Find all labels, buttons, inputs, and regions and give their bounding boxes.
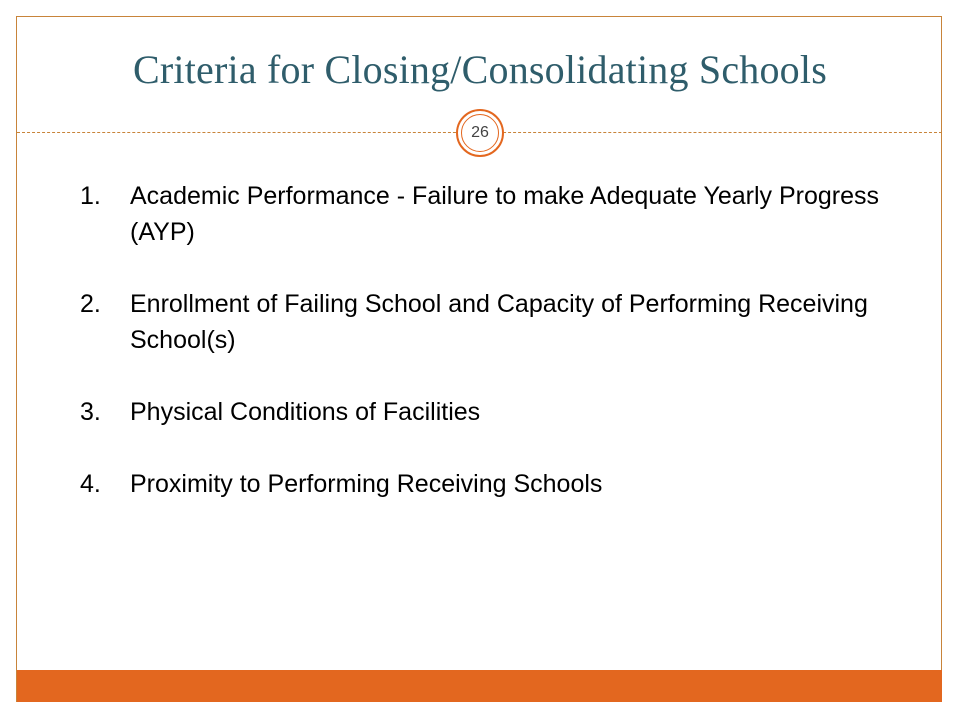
list-item-text: Physical Conditions of Facilities xyxy=(130,398,481,426)
list-item-text: Academic Performance - Failure to make Adequate Yearly Progress (AYP) xyxy=(130,182,879,246)
page-number: 26 xyxy=(461,114,499,152)
list-item xyxy=(80,286,900,358)
list-item xyxy=(80,178,900,250)
list-item-text: Proximity to Performing Receiving Schools xyxy=(130,470,603,498)
list-item-number: 3. xyxy=(80,398,101,426)
criteria-list xyxy=(80,178,900,538)
page-number-badge xyxy=(456,109,504,157)
slide-title: Criteria for Closing/Consolidating Schools xyxy=(133,47,827,92)
footer-bar xyxy=(17,670,942,702)
list-item-number: 1. xyxy=(80,182,101,210)
list-item xyxy=(80,394,900,430)
list-item-number: 2. xyxy=(80,290,101,318)
list-item-text: Enrollment of Failing School and Capacity of Performing Receiving School(s) xyxy=(130,290,868,354)
list-item xyxy=(80,466,900,502)
list-item-number: 4. xyxy=(80,470,101,498)
